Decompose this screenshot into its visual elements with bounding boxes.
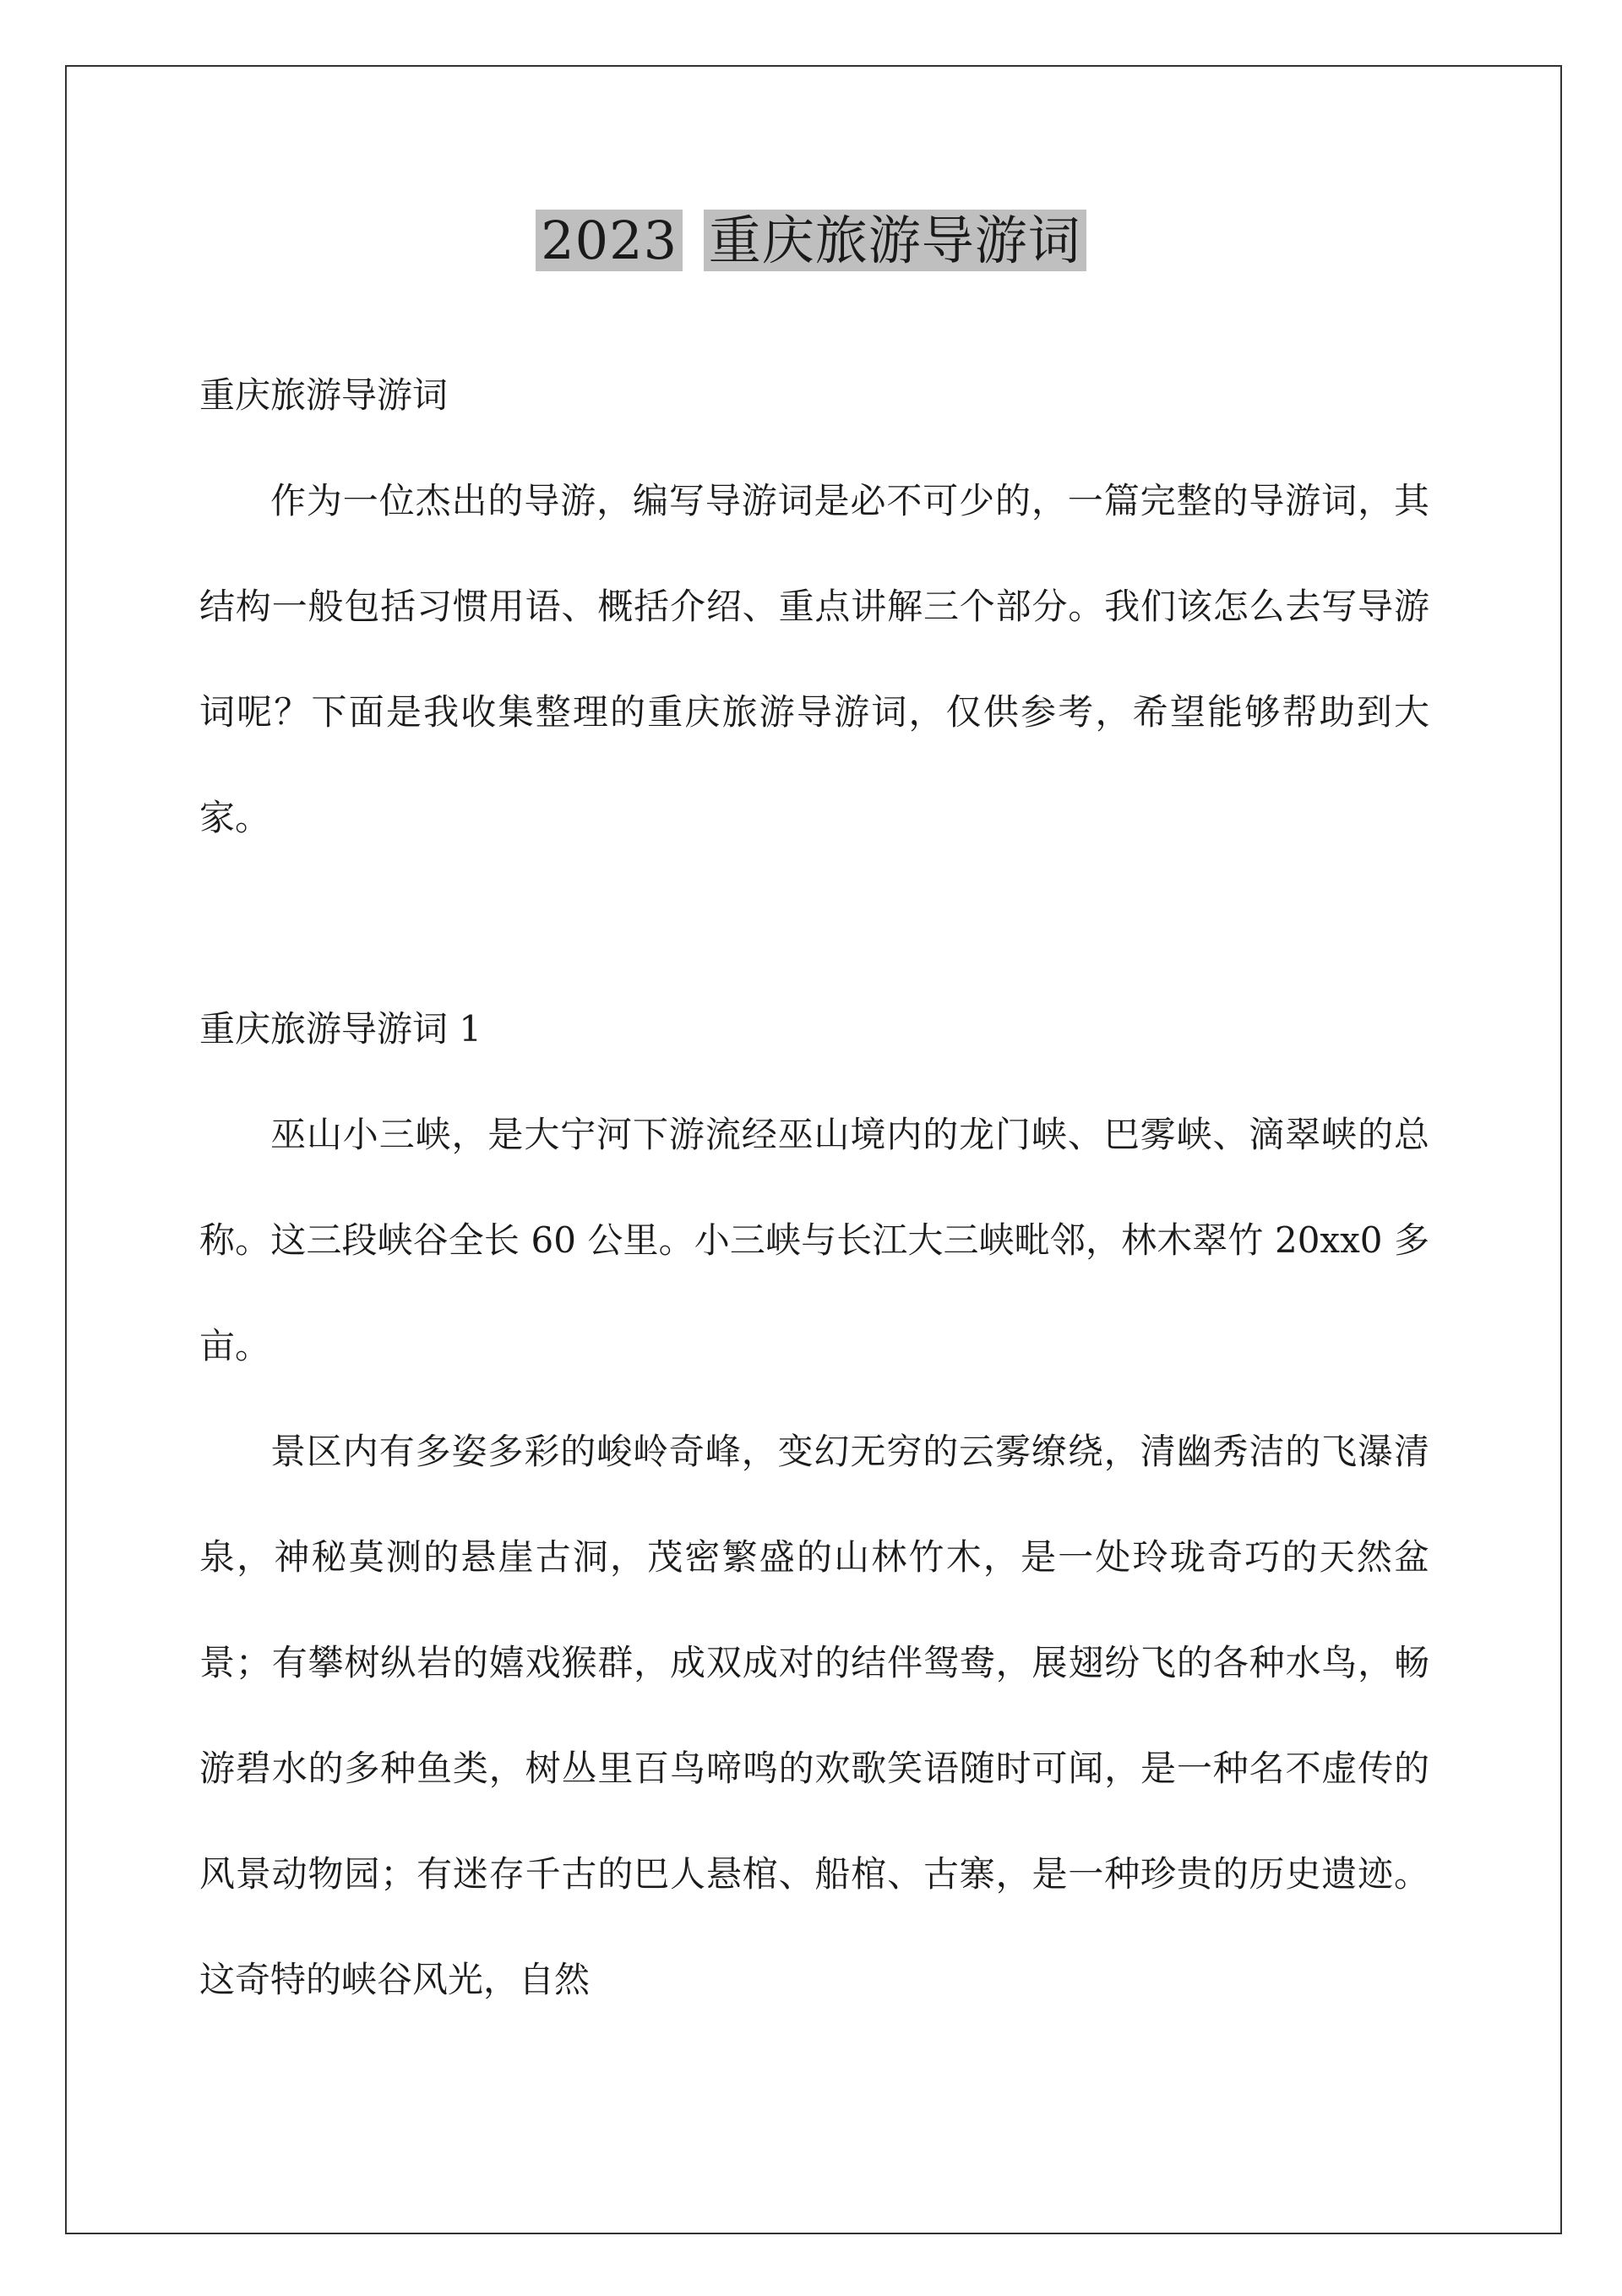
title-text: 重庆旅游导游词 <box>704 210 1086 271</box>
section-spacer <box>199 870 1429 976</box>
section1-paragraph-1: 巫山小三峡，是大宁河下游流经巫山境内的龙门峡、巴雾峡、滴翠峡的总称。这三段峡谷全长 60 公里。小三峡与长江大三峡毗邻，林木翠竹 20xx0 多亩。 <box>199 1114 1429 1366</box>
document-body <box>199 342 1429 2032</box>
title-container <box>0 207 1622 275</box>
intro-heading: 重庆旅游导游词 <box>199 374 449 416</box>
intro-paragraph: 作为一位杰出的导游，编写导游词是必不可少的，一篇完整的导游词，其结构一般包括习惯用语、概括介绍、重点讲解三个部分。我们该怎么去写导游词呢？下面是我收集整理的重庆旅游导游词，仅供参考，希望能够帮助到大家。 <box>199 480 1429 838</box>
title-year: 2023 <box>536 210 683 271</box>
section1-heading: 重庆旅游导游词 1 <box>199 1008 482 1050</box>
document-title <box>536 207 1086 275</box>
section1-paragraph-2: 景区内有多姿多彩的峻岭奇峰，变幻无穷的云雾缭绕，清幽秀洁的飞瀑清泉，神秘莫测的悬崖古洞，茂密繁盛的山林竹木，是一处玲珑奇巧的天然盆景；有攀树纵岩的嬉戏猴群，成双成对的结伴鸳鸯，展翅纷飞的各种水鸟，畅游碧水的多种鱼类，树丛里百鸟啼鸣的欢歌笑语随时可闻，是一种名不虚传的风景动物园；有迷存千古的巴人悬棺、船棺、古寨，是一种珍贵的历史遗迹。这奇特的峡谷风光，自然 <box>199 1431 1429 2000</box>
